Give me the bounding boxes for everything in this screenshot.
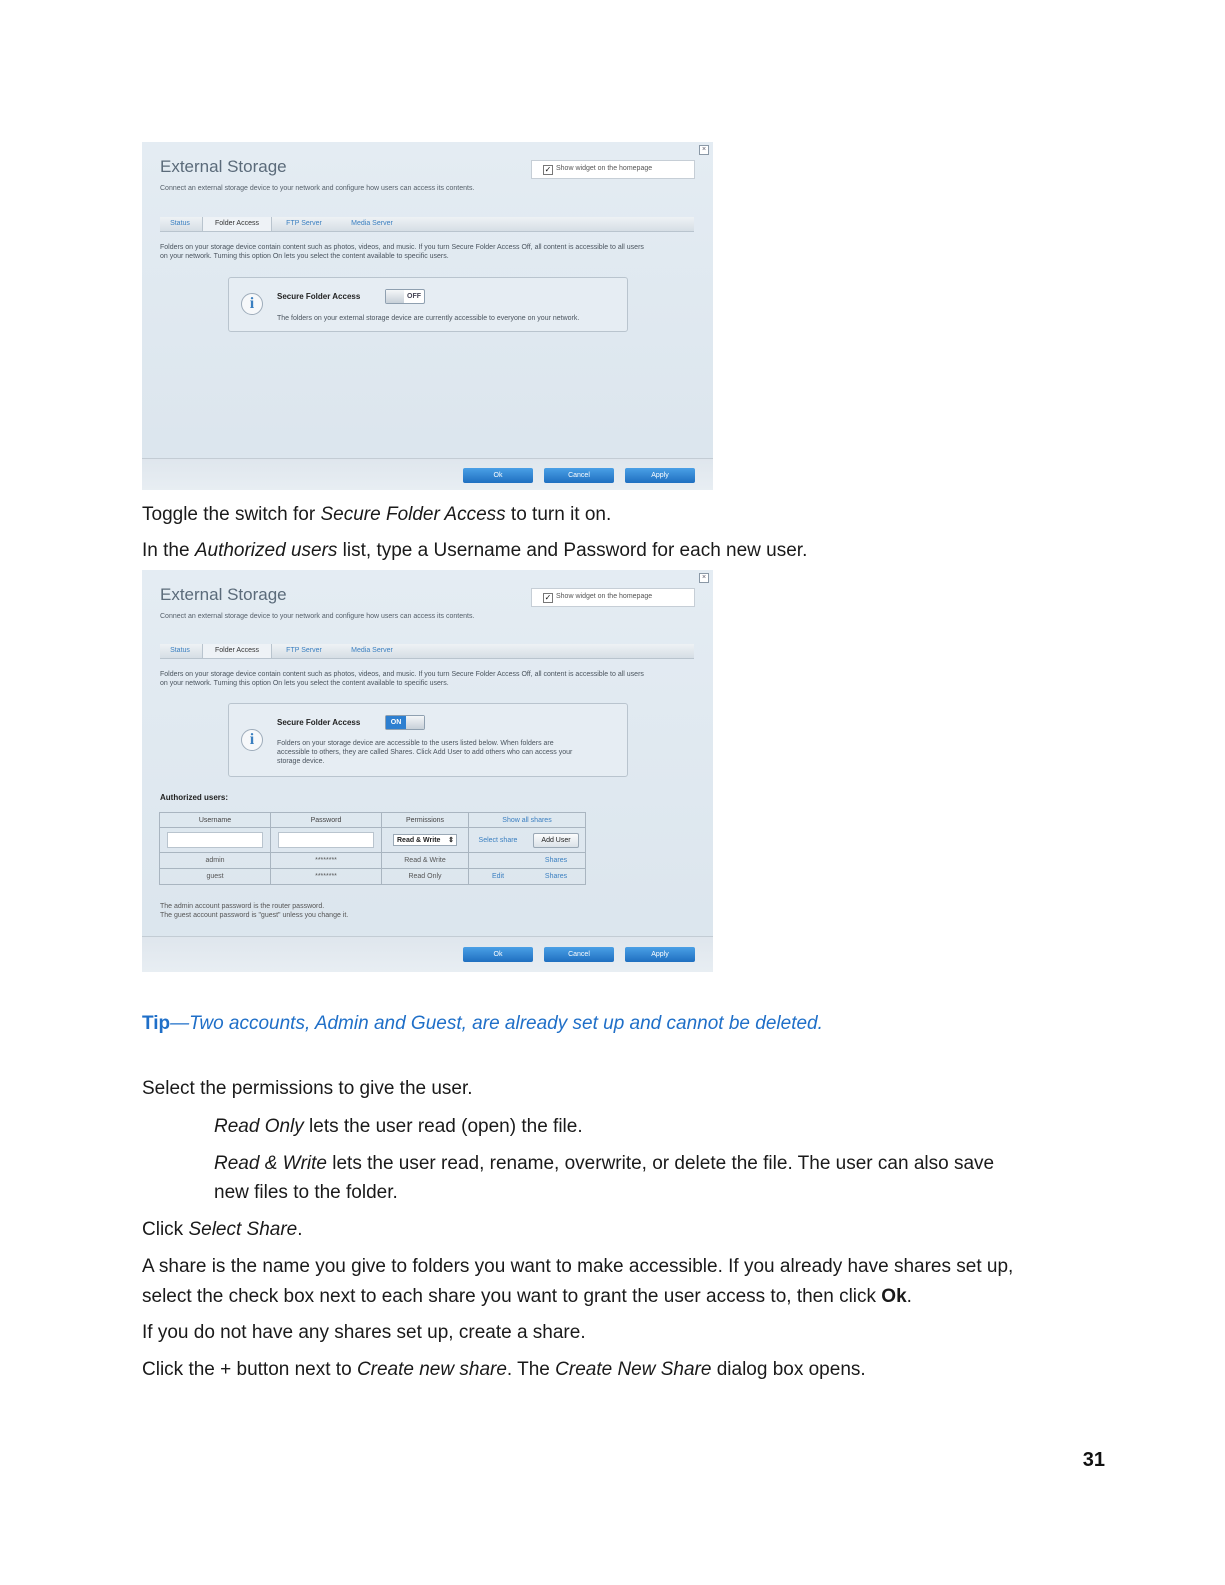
step-text: dialog box opens. xyxy=(711,1359,866,1380)
step-text: list, type a Username and Password for each new user. xyxy=(337,540,808,561)
secure-folder-toggle[interactable] xyxy=(385,289,425,304)
create-share-step xyxy=(142,1358,866,1382)
username-cell xyxy=(160,828,271,853)
permission-value: Read & Write xyxy=(382,853,469,869)
select-share-link[interactable]: Select share xyxy=(469,828,528,853)
username-value: admin xyxy=(160,853,271,869)
description-line: on your network. Turning this option On lets you select the content available to specific users. xyxy=(160,253,449,260)
checkbox-icon[interactable]: ✓ xyxy=(544,593,552,602)
step-text: to turn it on. xyxy=(505,504,612,525)
permission-select[interactable] xyxy=(393,834,457,846)
share-definition: A share is the name you give to folders you want to make accessible. If you already have shares set up, xyxy=(142,1256,1014,1277)
select-permissions: Select the permissions to give the user. xyxy=(142,1078,473,1099)
password-cell xyxy=(271,828,382,853)
read-write-desc xyxy=(214,1152,994,1176)
col-username: Username xyxy=(160,813,271,828)
secure-folder-box xyxy=(228,277,628,332)
click-select-share xyxy=(142,1218,303,1242)
description xyxy=(160,670,700,688)
permission-cell xyxy=(382,828,469,853)
password-input[interactable] xyxy=(278,832,374,848)
panel-title: External Storage xyxy=(160,585,287,604)
permission-select-value: Read & Write xyxy=(397,837,441,844)
password-notes xyxy=(160,902,348,920)
col-permissions: Permissions xyxy=(382,813,469,828)
show-widget-toggle[interactable] xyxy=(531,588,695,607)
username-input[interactable] xyxy=(167,832,263,848)
cancel-button[interactable]: Cancel xyxy=(544,947,614,962)
secure-folder-toggle[interactable] xyxy=(385,715,425,730)
ok-button[interactable]: Ok xyxy=(463,947,533,962)
secure-folder-label: Secure Folder Access xyxy=(277,292,361,301)
toggle-knob xyxy=(406,716,424,729)
step-emphasis: Authorized users xyxy=(194,540,338,561)
note-line: The admin account password is the router password. xyxy=(160,903,325,910)
ok-button[interactable]: Ok xyxy=(463,468,533,483)
tab-bar xyxy=(160,644,694,659)
close-icon[interactable]: × xyxy=(699,145,709,155)
step-text: . The xyxy=(506,1359,556,1380)
panel-subtitle: Connect an external storage device to your network and configure how users can access its contents. xyxy=(160,185,475,192)
info-icon: i xyxy=(241,293,263,315)
toggle-state: ON xyxy=(386,716,406,729)
col-password: Password xyxy=(271,813,382,828)
screenshot-secure-on xyxy=(142,570,713,972)
info-icon: i xyxy=(241,729,263,751)
secure-folder-text: The folders on your external storage device are currently accessible to everyone on your network. xyxy=(277,315,580,322)
footer-bar xyxy=(142,936,713,972)
apply-button[interactable]: Apply xyxy=(625,947,695,962)
description-line: Folders on your storage device contain content such as photos, videos, and music. If you turn Secure Folder Access Off, all content is accessible to all users xyxy=(160,671,644,678)
toggle-state: OFF xyxy=(407,293,421,300)
tip-note xyxy=(142,1013,823,1035)
step-text: . xyxy=(297,1219,303,1240)
tab-media-server[interactable]: Media Server xyxy=(351,647,393,654)
tab-ftp-server[interactable]: FTP Server xyxy=(286,647,322,654)
step-emphasis: Create new share xyxy=(356,1359,507,1380)
tab-bar xyxy=(160,217,694,232)
secure-text-line: Folders on your storage device are accessible to the users listed below. When folders are xyxy=(277,740,554,747)
tab-status[interactable]: Status xyxy=(170,220,190,227)
tab-folder-access[interactable]: Folder Access xyxy=(202,644,272,658)
term: Read Only xyxy=(214,1116,304,1137)
step-emphasis: Select Share xyxy=(188,1219,298,1240)
step-text: Toggle the switch for xyxy=(142,504,321,525)
checkbox-icon[interactable]: ✓ xyxy=(544,165,552,174)
term: Read & Write xyxy=(214,1153,327,1174)
tab-media-server[interactable]: Media Server xyxy=(351,220,393,227)
add-user-cell xyxy=(527,828,586,853)
tip-label: Tip xyxy=(142,1013,171,1034)
description xyxy=(160,243,700,261)
close-icon[interactable]: × xyxy=(699,573,709,583)
step-bold: Ok xyxy=(881,1286,907,1307)
shares-link[interactable]: Shares xyxy=(527,869,586,885)
tab-status[interactable]: Status xyxy=(170,647,190,654)
step-toggle xyxy=(142,503,611,527)
read-only-desc xyxy=(214,1115,583,1139)
secure-folder-label: Secure Folder Access xyxy=(277,718,361,727)
show-all-shares-link[interactable]: Show all shares xyxy=(469,813,586,828)
secure-folder-text xyxy=(277,739,617,766)
password-value: ******** xyxy=(271,869,382,885)
permission-value: Read Only xyxy=(382,869,469,885)
step-users xyxy=(142,539,807,563)
screenshot-secure-off xyxy=(142,142,713,490)
step-text: Click the + button next to xyxy=(142,1359,357,1380)
edit-link[interactable]: Edit xyxy=(469,869,528,885)
edit-link[interactable] xyxy=(469,853,528,869)
share-instructions xyxy=(142,1285,912,1309)
read-write-desc-cont: new files to the folder. xyxy=(214,1182,398,1203)
note-line: The guest account password is "guest" unless you change it. xyxy=(160,912,349,919)
step-text: In the xyxy=(142,540,195,561)
password-value: ******** xyxy=(271,853,382,869)
description-line: on your network. Turning this option On lets you select the content available to specific users. xyxy=(160,680,449,687)
tip-text: —Two accounts, Admin and Guest, are already set up and cannot be deleted. xyxy=(170,1013,823,1034)
description-line: Folders on your storage device contain content such as photos, videos, and music. If you turn Secure Folder Access Off, all content is accessible to all users xyxy=(160,244,644,251)
no-shares-text: If you do not have any shares set up, create a share. xyxy=(142,1322,586,1343)
panel-subtitle: Connect an external storage device to your network and configure how users can access its contents. xyxy=(160,613,475,620)
table-header xyxy=(160,813,586,828)
username-value: guest xyxy=(160,869,271,885)
step-emphasis: Create New Share xyxy=(555,1359,712,1380)
shares-link[interactable]: Shares xyxy=(527,853,586,869)
users-table xyxy=(159,812,586,885)
page-number: 31 xyxy=(1082,1449,1105,1471)
step-emphasis: Secure Folder Access xyxy=(320,504,506,525)
secure-text-line: storage device. xyxy=(277,758,325,765)
step-text: select the check box next to each share you want to grant the user access to, then click xyxy=(142,1286,882,1307)
panel-title: External Storage xyxy=(160,157,287,176)
cancel-button[interactable]: Cancel xyxy=(544,468,614,483)
definition: lets the user read (open) the file. xyxy=(303,1116,583,1137)
chevron-updown-icon: ⇕ xyxy=(448,837,454,844)
apply-button[interactable]: Apply xyxy=(625,468,695,483)
step-text: . xyxy=(906,1286,912,1307)
widget-label: Show widget on the homepage xyxy=(556,165,653,172)
new-user-row xyxy=(160,828,586,853)
secure-folder-box xyxy=(228,703,628,777)
tab-folder-access[interactable]: Folder Access xyxy=(202,217,272,231)
footer-bar xyxy=(142,458,713,490)
table-row xyxy=(160,869,586,885)
show-widget-toggle[interactable] xyxy=(531,160,695,179)
toggle-knob xyxy=(386,290,404,303)
step-text: Click xyxy=(142,1219,189,1240)
table-row xyxy=(160,853,586,869)
widget-label: Show widget on the homepage xyxy=(556,593,653,600)
tab-ftp-server[interactable]: FTP Server xyxy=(286,220,322,227)
add-user-button[interactable]: Add User xyxy=(533,833,579,848)
definition: lets the user read, rename, overwrite, or delete the file. The user can also save xyxy=(326,1153,995,1174)
secure-text-line: accessible to others, they are called Shares. Click Add User to add others who can access your xyxy=(277,749,573,756)
authorized-users-label: Authorized users: xyxy=(160,793,229,802)
